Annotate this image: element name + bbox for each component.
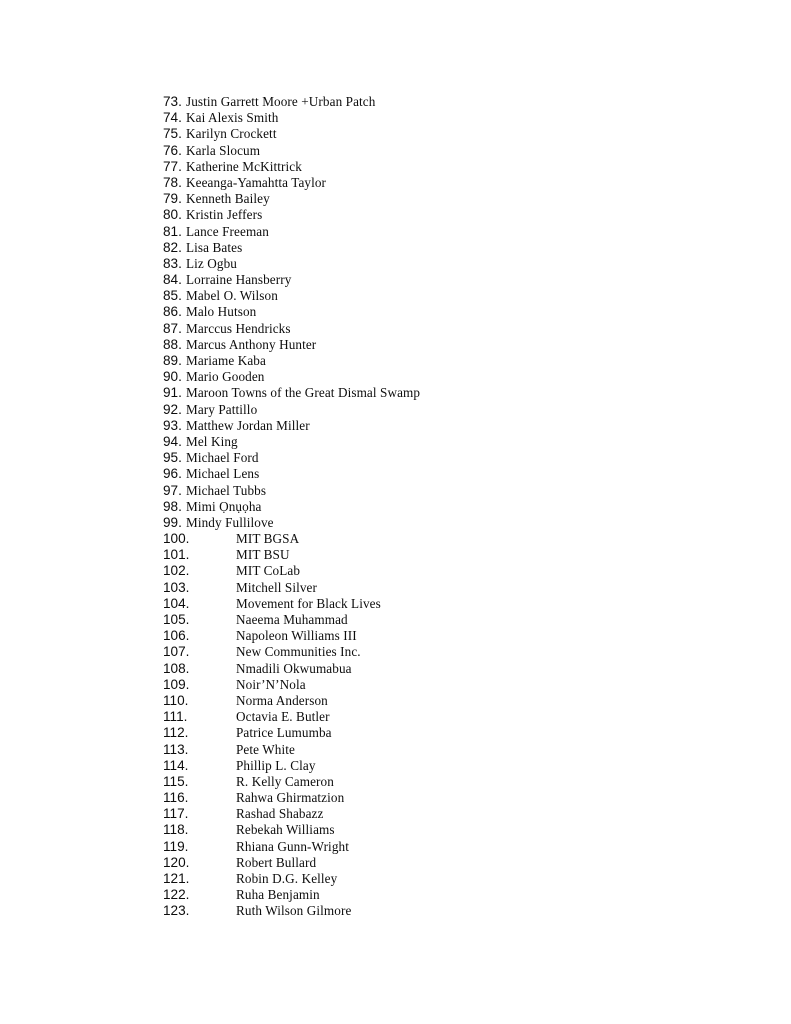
item-number: 91. <box>163 385 182 401</box>
list-item <box>163 272 420 288</box>
item-number: 121. <box>163 871 190 886</box>
item-name: Napoleon Williams III <box>236 628 357 644</box>
item-name: Noir’N’Nola <box>236 676 306 692</box>
list-item <box>163 887 420 903</box>
item-number: 83. <box>163 255 182 271</box>
item-number: 98. <box>163 498 182 514</box>
item-number: 106. <box>163 628 190 644</box>
item-name: Michael Tubbs <box>186 482 267 498</box>
list-item <box>163 612 420 628</box>
item-name: Lance Freeman <box>186 223 269 239</box>
list-item <box>163 240 420 256</box>
item-name: Liz Ogbu <box>186 255 237 271</box>
item-number: 122. <box>163 887 190 903</box>
item-name: Karla Slocum <box>186 142 261 158</box>
item-number: 92. <box>163 401 182 417</box>
item-name: Rashad Shabazz <box>236 806 324 822</box>
item-number: 113. <box>163 741 189 757</box>
item-number: 107. <box>163 644 190 660</box>
item-name: Ruth Wilson Gilmore <box>236 903 352 919</box>
item-number: 88. <box>163 336 182 352</box>
item-name: Phillip L. Clay <box>236 757 316 773</box>
item-name: Marccus Hendricks <box>186 320 291 336</box>
list-item <box>163 288 420 304</box>
item-number: 103. <box>163 579 190 595</box>
list-item <box>163 337 420 353</box>
list-item <box>163 563 420 579</box>
list-item <box>163 547 420 563</box>
list-item <box>163 385 420 401</box>
list-item <box>163 596 420 612</box>
item-number: 109. <box>163 676 190 692</box>
list-item <box>163 143 420 159</box>
list-item <box>163 175 420 191</box>
item-name: Karilyn Crockett <box>186 126 277 142</box>
list-item <box>163 758 420 774</box>
item-name: Mitchell Silver <box>236 579 317 595</box>
item-number: 81. <box>163 223 182 239</box>
item-number: 74. <box>163 110 182 126</box>
item-name: Norma Anderson <box>236 692 328 708</box>
item-name: Justin Garrett Moore +Urban Patch <box>186 94 376 109</box>
item-number: 76. <box>163 142 182 158</box>
item-number: 102. <box>163 563 190 579</box>
list-item <box>163 434 420 450</box>
item-number: 94. <box>163 433 182 449</box>
list-item <box>163 903 420 919</box>
item-number: 73. <box>163 94 182 109</box>
list-item <box>163 224 420 240</box>
list-item <box>163 806 420 822</box>
list-item <box>163 191 420 207</box>
item-name: Rahwa Ghirmatzion <box>236 790 345 806</box>
list-item <box>163 839 420 855</box>
list-item <box>163 207 420 223</box>
list-item <box>163 693 420 709</box>
item-number: 85. <box>163 288 182 304</box>
item-name: Robert Bullard <box>236 854 317 870</box>
list-item <box>163 709 420 725</box>
list-item <box>163 677 420 693</box>
item-name: New Communities Inc. <box>236 644 361 660</box>
list-item <box>163 531 420 547</box>
item-number: 123. <box>163 903 190 919</box>
list-item <box>163 790 420 806</box>
list-item <box>163 580 420 596</box>
item-number: 75. <box>163 126 182 142</box>
list-item <box>163 855 420 871</box>
item-name: Mabel O. Wilson <box>186 288 278 304</box>
item-number: 115. <box>163 773 189 789</box>
item-number: 87. <box>163 320 182 336</box>
list-item <box>163 483 420 499</box>
item-name: MIT CoLab <box>236 563 301 579</box>
item-name: Lorraine Hansberry <box>186 272 292 288</box>
item-number: 114. <box>163 757 189 773</box>
item-number: 86. <box>163 304 182 320</box>
list-item <box>163 369 420 385</box>
item-name: Movement for Black Lives <box>236 595 381 611</box>
item-name: Kai Alexis Smith <box>186 110 279 126</box>
list-item <box>163 321 420 337</box>
list-item <box>163 822 420 838</box>
item-name: Mary Pattillo <box>186 401 258 417</box>
list-item <box>163 466 420 482</box>
list-item <box>163 774 420 790</box>
item-name: Pete White <box>236 741 295 757</box>
list-item <box>163 450 420 466</box>
item-name: Patrice Lumumba <box>236 725 332 741</box>
list-item <box>163 126 420 142</box>
list-item <box>163 353 420 369</box>
item-name: Michael Lens <box>186 466 260 482</box>
list-item <box>163 725 420 741</box>
item-name: Robin D.G. Kelley <box>236 871 338 886</box>
item-name: Malo Hutson <box>186 304 257 320</box>
item-number: 93. <box>163 417 182 433</box>
list-item <box>163 94 420 110</box>
list-item <box>163 159 420 175</box>
item-name: Kristin Jeffers <box>186 207 263 223</box>
item-name: Rhiana Gunn-Wright <box>236 838 349 854</box>
item-number: 79. <box>163 191 182 207</box>
item-number: 89. <box>163 353 182 368</box>
item-name: MIT BGSA <box>236 531 300 547</box>
item-number: 84. <box>163 272 182 288</box>
item-name: Naeema Muhammad <box>236 612 348 627</box>
item-number: 111. <box>163 709 188 725</box>
list-item <box>163 628 420 644</box>
item-name: Octavia E. Butler <box>236 709 330 725</box>
item-name: MIT BSU <box>236 547 290 563</box>
numbered-list <box>163 94 420 920</box>
item-number: 96. <box>163 466 182 482</box>
item-number: 104. <box>163 595 190 611</box>
item-number: 120. <box>163 854 190 870</box>
list-item <box>163 644 420 660</box>
list-item <box>163 871 420 887</box>
list-item <box>163 110 420 126</box>
item-number: 116. <box>163 790 189 806</box>
list-item <box>163 742 420 758</box>
item-number: 108. <box>163 660 190 676</box>
item-name: Kenneth Bailey <box>186 191 270 207</box>
item-number: 100. <box>163 531 190 547</box>
item-name: Mimi Ọnụọha <box>186 498 262 514</box>
item-number: 101. <box>163 547 190 563</box>
item-number: 97. <box>163 482 182 498</box>
list-item <box>163 418 420 434</box>
item-name: Matthew Jordan Miller <box>186 417 310 433</box>
item-name: Katherine McKittrick <box>186 158 302 174</box>
item-number: 80. <box>163 207 182 223</box>
item-number: 78. <box>163 174 182 190</box>
item-number: 90. <box>163 369 182 385</box>
item-number: 99. <box>163 514 182 530</box>
item-name: Keeanga-Yamahtta Taylor <box>186 174 327 190</box>
list-item <box>163 256 420 272</box>
list-item <box>163 499 420 515</box>
item-name: R. Kelly Cameron <box>236 773 334 789</box>
item-number: 119. <box>163 838 189 854</box>
item-name: Mindy Fullilove <box>186 514 274 530</box>
item-name: Lisa Bates <box>186 239 243 255</box>
item-number: 117. <box>163 806 189 822</box>
item-number: 118. <box>163 822 189 838</box>
item-number: 112. <box>163 725 189 741</box>
item-number: 110. <box>163 692 189 708</box>
list-item <box>163 304 420 320</box>
item-name: Rebekah Williams <box>236 822 335 838</box>
item-name: Marcus Anthony Hunter <box>186 336 317 352</box>
list-item <box>163 515 420 531</box>
item-number: 105. <box>163 612 190 627</box>
item-number: 82. <box>163 239 182 255</box>
item-name: Ruha Benjamin <box>236 887 320 903</box>
item-number: 77. <box>163 158 182 174</box>
item-name: Mariame Kaba <box>186 353 266 368</box>
list-item <box>163 661 420 677</box>
item-name: Mel King <box>186 433 238 449</box>
item-name: Nmadili Okwumabua <box>236 660 352 676</box>
list-item <box>163 402 420 418</box>
item-number: 95. <box>163 450 182 466</box>
item-name: Maroon Towns of the Great Dismal Swamp <box>186 385 421 401</box>
item-name: Mario Gooden <box>186 369 265 385</box>
item-name: Michael Ford <box>186 450 259 466</box>
